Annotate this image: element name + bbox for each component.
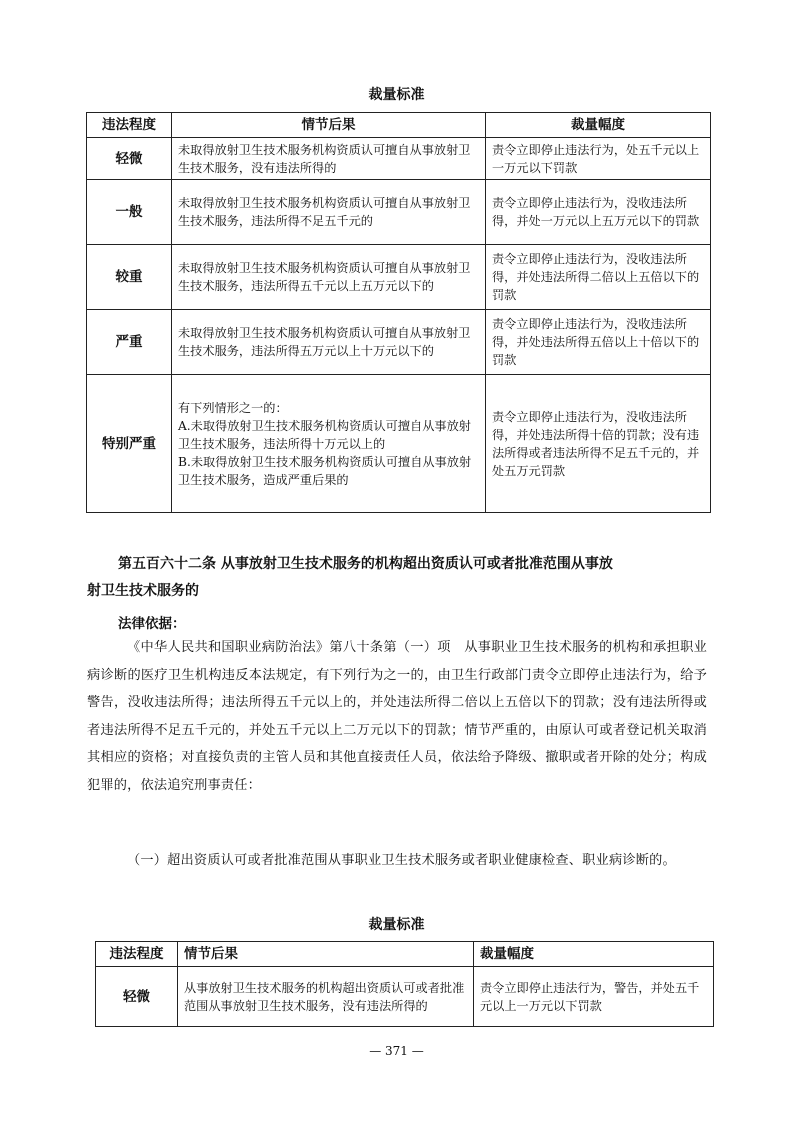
header-level: 违法程度: [96, 942, 178, 967]
table-row: [96, 967, 714, 1027]
table-row: [87, 310, 711, 375]
level-cell: 较重: [87, 245, 172, 310]
circumstance-cell: 未取得放射卫生技术服务机构资质认可擅自从事放射卫生技术服务，违法所得五千元以上五万元以下的: [172, 245, 486, 310]
discretion-table-2: [95, 941, 714, 1027]
article-heading-line1: 第五百六十二条 从事放射卫生技术服务的机构超出资质认可或者批准范围从事放: [118, 556, 613, 572]
discretion-table-1: [86, 112, 711, 513]
penalty-cell: 责令立即停止违法行为，警告，并处五千元以上一万元以下罚款: [474, 967, 714, 1027]
table-header-row: [87, 113, 711, 138]
table1-caption: 裁量标准: [368, 87, 425, 103]
article-heading-line2: 射卫生技术服务的: [87, 583, 199, 599]
header-penalty: 裁量幅度: [486, 113, 711, 138]
table-row: [87, 138, 711, 180]
header-penalty: 裁量幅度: [474, 942, 714, 967]
circumstance-cell: 未取得放射卫生技术服务机构资质认可擅自从事放射卫生技术服务，违法所得不足五千元的: [172, 180, 486, 245]
page-number: — 371 —: [369, 1044, 424, 1058]
header-circumstance: 情节后果: [172, 113, 486, 138]
table-header-row: [96, 942, 714, 967]
table2-caption: 裁量标准: [368, 917, 425, 933]
circumstance-cell: 未取得放射卫生技术服务机构资质认可擅自从事放射卫生技术服务，违法所得五万元以上十万元以下的: [172, 310, 486, 375]
penalty-cell: 责令立即停止违法行为，没收违法所得，并处一万元以上五万元以下的罚款: [486, 180, 711, 245]
legal-basis-label: 法律依据：: [118, 616, 186, 632]
header-circumstance: 情节后果: [178, 942, 474, 967]
level-cell: 特别严重: [87, 375, 172, 513]
circumstance-cell: 未取得放射卫生技术服务机构资质认可擅自从事放射卫生技术服务，没有违法所得的: [172, 138, 486, 180]
penalty-cell: 责令立即停止违法行为，没收违法所得，并处违法所得二倍以上五倍以下的罚款: [486, 245, 711, 310]
table-row: [87, 245, 711, 310]
level-cell: 严重: [87, 310, 172, 375]
legal-basis-paragraph: 《中华人民共和国职业病防治法》第八十条第（一）项 从事职业卫生技术服务的机构和承担职业病诊断的医疗卫生机构违反本法规定，有下列行为之一的，由卫生行政部门责令立即停止违法行为，给予警告，没收违法所得；违法所得五千元以上的，并处违法所得二倍以上五倍以下的罚款；没有违法所得或者违法所得不足五千元的，并处五千元以上二万元以下的罚款；情节严重的，由原认可或者登记机关取消其相应的资格；对直接负责的主管人员和其他直接责任人员，依法给予降级、撤职或者开除的处分；构成犯罪的，依法追究刑事责任：: [87, 640, 707, 793]
level-cell: 轻微: [96, 967, 178, 1027]
level-cell: 一般: [87, 180, 172, 245]
article-heading: [87, 551, 678, 605]
legal-basis-item-1: （一）超出资质认可或者批准范围从事职业卫生技术服务或者职业健康检查、职业病诊断的。: [127, 853, 676, 868]
level-cell: 轻微: [87, 138, 172, 180]
header-level: 违法程度: [87, 113, 172, 138]
penalty-cell: 责令立即停止违法行为，没收违法所得，并处违法所得五倍以上十倍以下的罚款: [486, 310, 711, 375]
circumstance-cell: 从事放射卫生技术服务的机构超出资质认可或者批准范围从事放射卫生技术服务，没有违法所得的: [178, 967, 474, 1027]
circumstance-cell: 有下列情形之一的： A.未取得放射卫生技术服务机构资质认可擅自从事放射卫生技术服务，违法所得十万元以上的 B.未取得放射卫生技术服务机构资质认可擅自从事放射卫生技术服务，造成严重后果的: [172, 375, 486, 513]
penalty-cell: 责令立即停止违法行为，没收违法所得，并处违法所得十倍的罚款；没有违法所得或者违法所得不足五千元的，并处五万元罚款: [486, 375, 711, 513]
table-row: [87, 180, 711, 245]
table-row: [87, 375, 711, 513]
penalty-cell: 责令立即停止违法行为，处五千元以上一万元以下罚款: [486, 138, 711, 180]
